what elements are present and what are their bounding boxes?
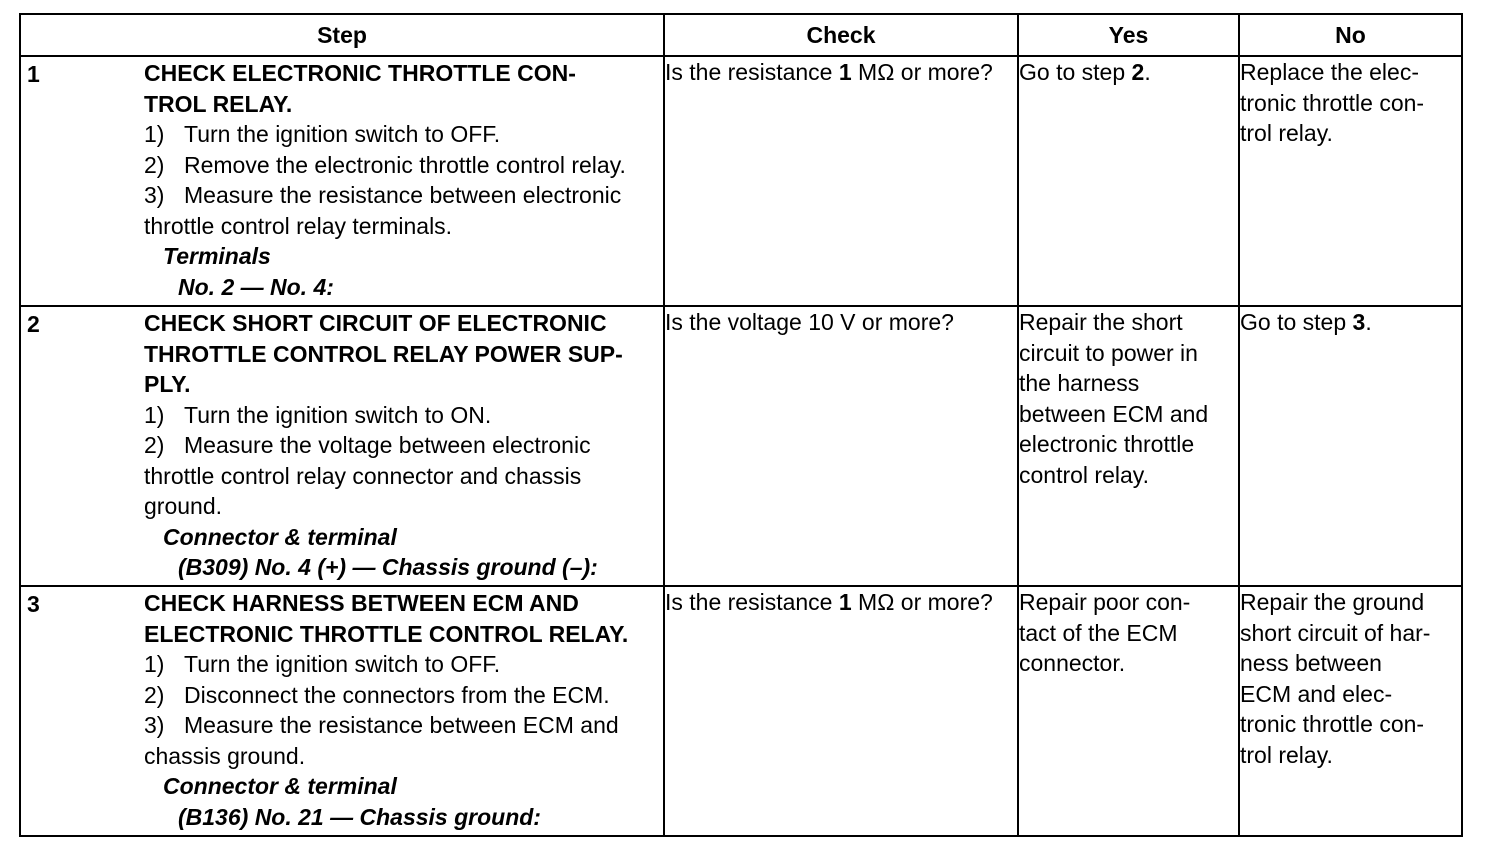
table-row	[20, 56, 1462, 306]
header-yes: Yes	[1018, 14, 1239, 56]
procedure-step-continuation: ground.	[144, 493, 223, 519]
no-text: tronic throttle con-	[1240, 711, 1425, 737]
check-cell: Is the resistance 1 MΩ or more?	[664, 586, 1018, 836]
diagnostic-table	[19, 13, 1463, 837]
no-text: tronic throttle con-	[1240, 89, 1425, 116]
procedure-step: 3) Measure the resistance between ECM and	[144, 712, 619, 738]
no-text: trol relay.	[1240, 741, 1333, 768]
table-row	[20, 586, 1462, 836]
procedure-step: 1) Turn the ignition switch to ON.	[144, 401, 492, 428]
no-text: ECM and elec-	[1240, 680, 1393, 707]
yes-text: circuit to power in	[1019, 339, 1198, 366]
step-cell	[20, 586, 664, 836]
spec-value: No. 2 — No. 4:	[178, 273, 334, 300]
procedure-step-continuation: throttle control relay terminals.	[144, 212, 453, 239]
spec-label: Connector & terminal	[163, 773, 397, 799]
header-no: No	[1239, 14, 1462, 56]
step-title: TROL RELAY.	[144, 90, 293, 117]
header-row	[20, 14, 1462, 56]
procedure-step: 2) Remove the electronic throttle control relay.	[144, 151, 626, 178]
header-check: Check	[664, 14, 1018, 56]
step-cell	[20, 56, 664, 306]
no-text: trol relay.	[1240, 120, 1333, 146]
spec-label: Terminals	[163, 243, 271, 269]
step-title: CHECK HARNESS BETWEEN ECM AND	[144, 590, 579, 616]
yes-cell	[1018, 586, 1239, 836]
step-number: 1	[27, 61, 40, 87]
step-title: CHECK SHORT CIRCUIT OF ELECTRONIC	[144, 310, 607, 336]
procedure-step: 1) Turn the ignition switch to OFF.	[144, 121, 501, 147]
yes-text: Repair poor con-	[1019, 589, 1191, 615]
yes-text: tact of the ECM	[1019, 619, 1178, 646]
yes-text: connector.	[1019, 650, 1126, 676]
no-text: Repair the ground	[1240, 589, 1425, 615]
yes-cell: Go to step 2.	[1018, 56, 1239, 306]
table-row	[20, 306, 1462, 586]
no-text: ness between	[1240, 650, 1382, 676]
no-cell	[1239, 586, 1462, 836]
procedure-step: 1) Turn the ignition switch to OFF.	[144, 651, 501, 677]
step-title: THROTTLE CONTROL RELAY POWER SUP-	[144, 340, 623, 367]
yes-cell	[1018, 306, 1239, 586]
spec-value: (B136) No. 21 — Chassis ground:	[178, 803, 541, 830]
yes-text: Repair the short	[1019, 309, 1183, 335]
no-cell: Go to step 3.	[1239, 306, 1462, 586]
yes-text: electronic throttle	[1019, 431, 1195, 457]
yes-text: control relay.	[1019, 461, 1149, 488]
procedure-step: 2) Disconnect the connectors from the ECM.	[144, 681, 610, 708]
no-text: short circuit of har-	[1240, 619, 1431, 646]
spec-label: Connector & terminal	[163, 523, 397, 550]
step-number: 3	[27, 591, 40, 617]
yes-text: between ECM and	[1019, 400, 1209, 427]
step-cell	[20, 306, 664, 586]
no-cell	[1239, 56, 1462, 306]
header-step: Step	[20, 14, 664, 56]
step-title: CHECK ELECTRONIC THROTTLE CON-	[144, 60, 576, 86]
procedure-step: 3) Measure the resistance between electronic	[144, 182, 622, 208]
spec-value: (B309) No. 4 (+) — Chassis ground (–):	[178, 554, 598, 580]
procedure-step-continuation: throttle control relay connector and chassis	[144, 462, 582, 489]
check-cell: Is the resistance 1 MΩ or more?	[664, 56, 1018, 306]
step-title: PLY.	[144, 371, 191, 397]
yes-text: the harness	[1019, 370, 1140, 396]
no-text: Replace the elec-	[1240, 59, 1419, 85]
step-number: 2	[27, 311, 40, 337]
procedure-step-continuation: chassis ground.	[144, 742, 306, 769]
check-cell: Is the voltage 10 V or more?	[664, 306, 1018, 586]
step-title: ELECTRONIC THROTTLE CONTROL RELAY.	[144, 620, 629, 647]
procedure-step: 2) Measure the voltage between electronic	[144, 432, 591, 458]
